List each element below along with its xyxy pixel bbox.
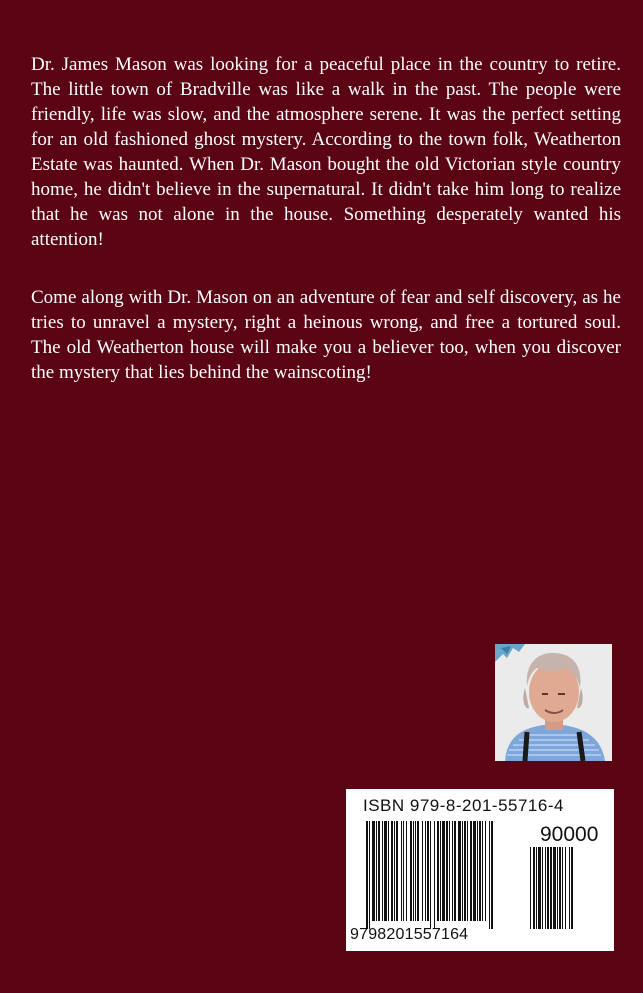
barcode-bar <box>547 847 549 929</box>
barcode-bar <box>372 821 375 921</box>
barcode-bar <box>479 821 481 921</box>
barcode-bar <box>394 821 395 921</box>
barcode-bar <box>454 821 456 921</box>
barcode-bar <box>565 847 566 929</box>
barcode-bar <box>410 821 412 921</box>
barcode-bar <box>415 821 416 921</box>
barcode-bar <box>530 847 531 929</box>
barcode-bar <box>434 821 435 929</box>
barcode-bar <box>458 821 461 921</box>
isbn-barcode-label <box>346 789 614 951</box>
barcode-bar <box>571 847 573 929</box>
barcode-bar <box>452 821 453 921</box>
barcode-bar <box>464 821 466 921</box>
barcode-bar <box>477 821 478 921</box>
barcode-bar <box>403 821 404 921</box>
blurb-paragraph-1: Dr. James Mason was looking for a peaceful place in the country to retire. The little town of Bradville was like a walk in the past. The people were friendly, life was slow, and the atmosphere serene. It was the perfect setting for an old fashioned ghost mystery. According to the town folk, Weatherton Estate was haunted. When Dr. Mason bought the old Victorian style country home, he didn't believe in the supernatural. It didn't take him long to realize that he was not alone in the house. Something desperately wanted his attention! <box>31 54 621 250</box>
ean-digits: 9798201557164 <box>350 926 469 943</box>
barcode-bar <box>430 821 431 929</box>
barcode-bar <box>401 821 402 921</box>
barcode-bar <box>553 847 556 929</box>
barcode-bar <box>396 821 398 921</box>
barcode-bar <box>533 847 535 929</box>
barcode-bar <box>369 821 370 929</box>
barcode-bar <box>538 847 541 929</box>
barcode-bar <box>388 821 389 921</box>
barcode-bar <box>559 847 561 929</box>
barcode-bar <box>550 847 552 929</box>
barcode-bar <box>413 821 414 921</box>
price-code: 90000 <box>540 823 599 846</box>
barcode-bar <box>446 821 448 921</box>
author-portrait-image <box>495 644 612 761</box>
barcode-bar <box>557 847 558 929</box>
barcode-bar <box>422 821 423 921</box>
barcode-bar <box>437 821 439 921</box>
barcode-bar <box>482 821 483 921</box>
barcode-bar <box>366 821 368 929</box>
barcode-bar <box>545 847 546 929</box>
barcode-bar <box>470 821 472 921</box>
barcode-bar <box>467 821 468 921</box>
barcode-bar <box>536 847 537 929</box>
barcode-bar <box>391 821 393 921</box>
barcode-bar <box>462 821 463 921</box>
barcode-bar <box>562 847 563 929</box>
barcode-bar <box>406 821 407 921</box>
barcode-bar <box>382 821 383 921</box>
isbn-number: ISBN 979-8-201-55716-4 <box>363 796 564 815</box>
barcode-bar <box>489 821 490 929</box>
barcode-bar <box>378 821 380 921</box>
barcode-bar <box>384 821 387 921</box>
barcode-bar <box>427 821 429 921</box>
barcode-bar <box>376 821 377 921</box>
author-photo <box>495 644 612 761</box>
barcode-bar <box>425 821 426 921</box>
barcode-bar <box>542 847 543 929</box>
barcode-bar <box>440 821 441 921</box>
barcode-bar <box>569 847 570 929</box>
barcode-bar <box>417 821 419 921</box>
barcode-bar <box>491 821 493 929</box>
blurb-paragraph-2: Come along with Dr. Mason on an adventure of fear and self discovery, as he tries to unravel a mystery, right a heinous wrong, and free a tortured soul. The old Weatherton house will make you a believer too, when you discover the mystery that lies behind the wainscoting! <box>31 287 621 383</box>
barcode-bar <box>473 821 476 921</box>
barcode-bar <box>449 821 450 921</box>
barcode-bar <box>442 821 445 921</box>
barcode-bar <box>485 821 486 921</box>
